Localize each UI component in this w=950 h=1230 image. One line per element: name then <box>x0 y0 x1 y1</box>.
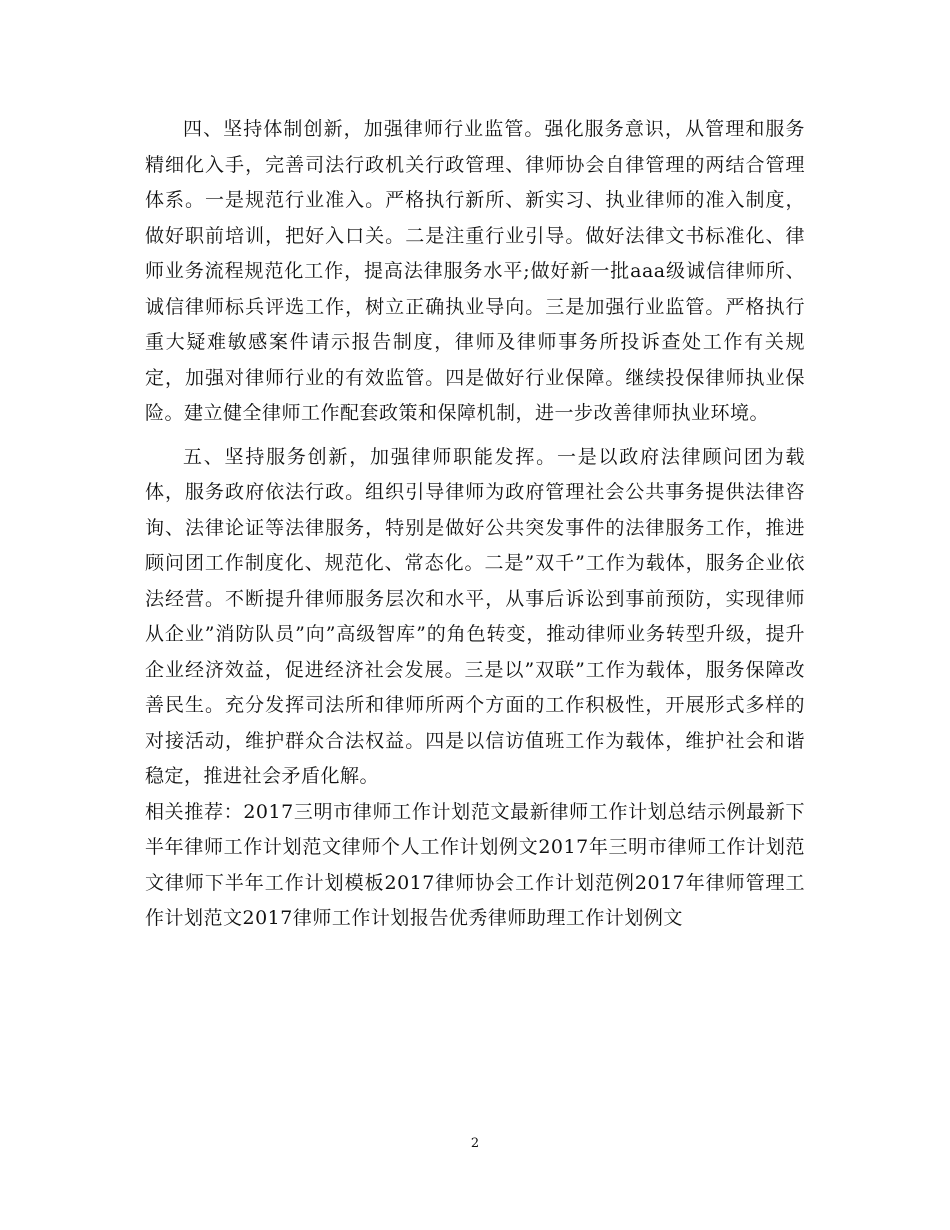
related-recommendations: 相关推荐：2017三明市律师工作计划范文最新律师工作计划总结示例最新下半年律师工作计划范文律师个人工作计划例文2017年三明市律师工作计划范文律师下半年工作计划模板2017律师协会工作计划范例2017年律师管理工作计划范文2017律师工作计划报告优秀律师助理工作计划例文 <box>145 800 805 929</box>
page-number: 2 <box>470 1136 480 1151</box>
paragraph-service: 五、坚持服务创新，加强律师职能发挥。一是以政府法律顾问团为载体，服务政府依法行政。组织引导律师为政府管理社会公共事务提供法律咨询、法律论证等法律服务，特别是做好公共突发事件的法律服务工作，推进顾问团工作制度化、规范化、常态化。二是”双千”工作为载体，服务企业依法经营。不断提升律师服务层次和水平，从事后诉讼到事前预防，实现律师从企业”消防队员”向”高级智库”的角色转变，推动律师业务转型升级，提升企业经济效益，促进经济社会发展。三是以”双联”工作为载体，服务保障改善民生。充分发挥司法所和律师所两个方面的工作积极性，开展形式多样的对接活动，维护群众合法权益。四是以信访值班工作为载体，维护社会和谐稳定，推进社会矛盾化解。 <box>145 445 805 787</box>
document-body <box>145 112 805 937</box>
paragraph-supervision: 四、坚持体制创新，加强律师行业监管。强化服务意识，从管理和服务精细化入手，完善司法行政机关行政管理、律师协会自律管理的两结合管理体系。一是规范行业准入。严格执行新所、新实习、执业律师的准入制度，做好职前培训，把好入口关。二是注重行业引导。做好法律文书标准化、律师业务流程规范化工作，提高法律服务水平;做好新一批aaa级诚信律师所、诚信律师标兵评选工作，树立正确执业导向。三是加强行业监管。严格执行重大疑难敏感案件请示报告制度，律师及律师事务所投诉查处工作有关规定，加强对律师行业的有效监管。四是做好行业保障。继续投保律师执业保险。建立健全律师工作配套政策和保障机制，进一步改善律师执业环境。 <box>145 118 805 424</box>
